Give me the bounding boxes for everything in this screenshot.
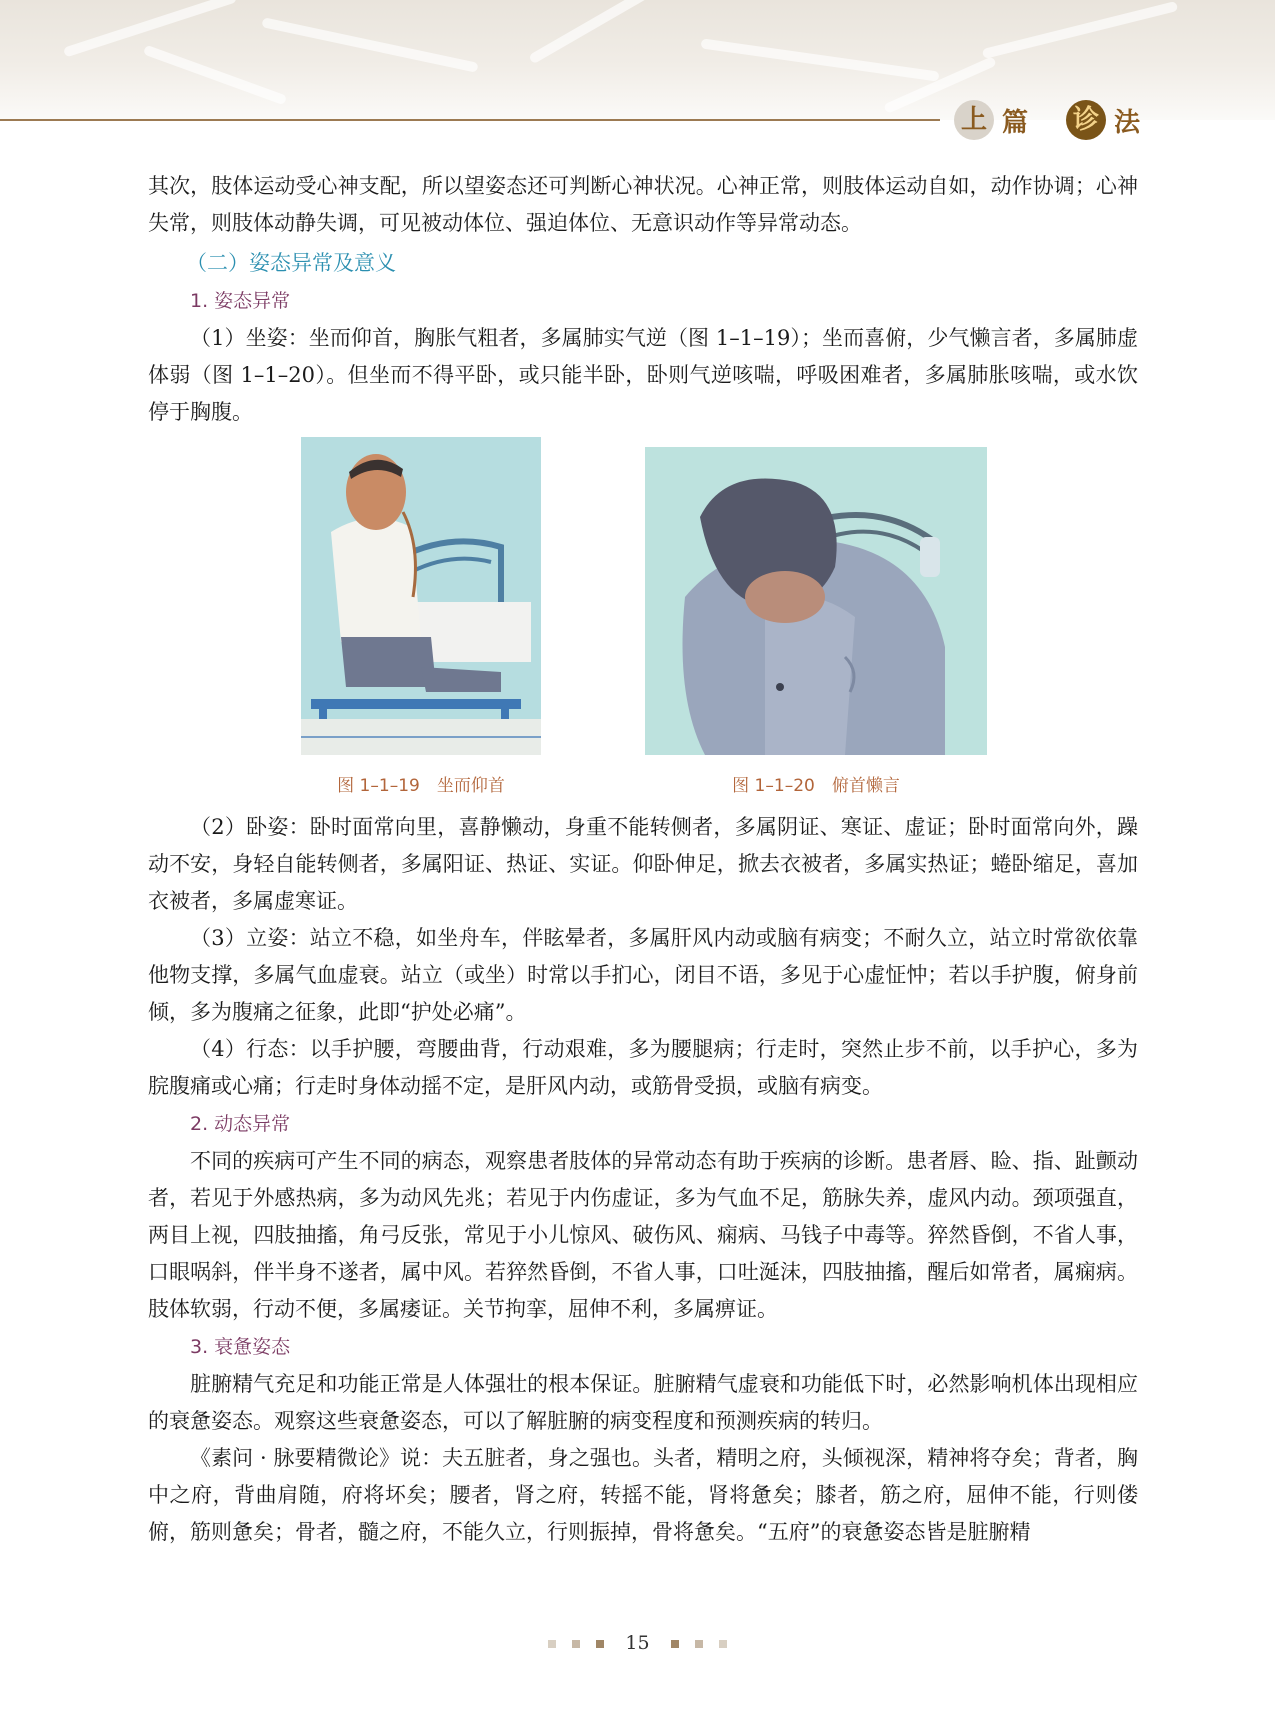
photo-sitting-head-up xyxy=(301,437,541,755)
section-badge-char-2: 法 xyxy=(1113,107,1140,138)
part-badge-char-2: 篇 xyxy=(1001,107,1028,138)
paragraph-standing: （3）立姿：站立不稳，如坐舟车，伴眩晕者，多属肝风内动或脑有病变；不耐久立，站立时常欲依靠他物支撑，多属气血虚衰。站立（或坐）时常以手扪心，闭目不语，多见于心虚怔忡；若以手护腹，俯身前倾，多为腹痛之征象，此即“护处必痛”。 xyxy=(148,926,1138,1024)
section-badge-char-1: 诊 xyxy=(1066,100,1106,140)
subheading-decline-posture: 3. 衰惫姿态 xyxy=(190,1336,291,1358)
page-number: 15 xyxy=(625,1632,650,1654)
figure-1-1-19 xyxy=(301,437,541,796)
paragraph-decline-1: 脏腑精气充足和功能正常是人体强壮的根本保证。脏腑精气虚衰和功能低下时，必然影响机体出现相应的衰惫姿态。观察这些衰惫姿态，可以了解脏腑的病变程度和预测疾病的转归。 xyxy=(148,1372,1138,1433)
section-heading: （二）姿态异常及意义 xyxy=(186,251,396,275)
intro-paragraph: 其次，肢体运动受心神支配，所以望姿态还可判断心神状况。心神正常，则肢体运动自如，动作协调；心神失常，则肢体动静失调，可见被动体位、强迫体位、无意识动作等异常动态。 xyxy=(148,174,1138,235)
figure-1-1-20 xyxy=(645,437,987,796)
page-footer xyxy=(0,1632,1275,1654)
footer-square xyxy=(719,1640,727,1648)
footer-square xyxy=(572,1640,580,1648)
paragraph-lying: （2）卧姿：卧时面常向里，喜静懒动，身重不能转侧者，多属阴证、寒证、虚证；卧时面常向外，躁动不安，身轻自能转侧者，多属阳证、热证、实证。仰卧伸足，掀去衣被者，多属实热证；蜷卧缩足，喜加衣被者，多属虚寒证。 xyxy=(148,815,1138,913)
subheading-motion-abnormal: 2. 动态异常 xyxy=(190,1113,291,1135)
footer-square xyxy=(695,1640,703,1648)
paragraph-motion: 不同的疾病可产生不同的病态，观察患者肢体的异常动态有助于疾病的诊断。患者唇、睑、指、趾颤动者，若见于外感热病，多为动风先兆；若见于内伤虚证，多为气血不足，筋脉失养，虚风内动。颈项强直，两目上视，四肢抽搐，角弓反张，常见于小儿惊风、破伤风、痫病、马钱子中毒等。猝然昏倒，不省人事，口眼㖞斜，伴半身不遂者，属中风。若猝然昏倒，不省人事，口吐涎沫，四肢抽搐，醒后如常者，属痫病。肢体软弱，行动不便，多属痿证。关节拘挛，屈伸不利，多属痹证。 xyxy=(148,1149,1138,1321)
subheading-posture-abnormal: 1. 姿态异常 xyxy=(190,290,291,312)
paragraph-decline-2: 《素问 · 脉要精微论》说：夫五脏者，身之强也。头者，精明之府，头倾视深，精神将夺矣；背者，胸中之府，背曲肩随，府将坏矣；腰者，肾之府，转摇不能，肾将惫矣；膝者，筋之府，屈伸不能，行则偻俯，筋则惫矣；骨者，髓之府，不能久立，行则振掉，骨将惫矣。“五府”的衰惫姿态皆是脏腑精 xyxy=(148,1446,1138,1544)
footer-square xyxy=(596,1640,604,1648)
paragraph-sitting: （1）坐姿：坐而仰首，胸胀气粗者，多属肺实气逆（图 1–1–19）；坐而喜俯，少气懒言者，多属肺虚体弱（图 1–1–20）。但坐而不得平卧，或只能半卧，卧则气逆咳喘，呼吸困难者，多属肺胀咳喘，或水饮停于胸腹。 xyxy=(148,326,1138,424)
figure-caption-2: 图 1–1–20 俯首懒言 xyxy=(732,776,900,796)
paragraph-walking: （4）行态：以手护腰，弯腰曲背，行动艰难，多为腰腿病；行走时，突然止步不前，以手护心，多为脘腹痛或心痛；行走时身体动摇不定，是肝风内动，或筋骨受损，或脑有病变。 xyxy=(148,1037,1138,1098)
footer-square xyxy=(548,1640,556,1648)
photo-head-bowed xyxy=(645,447,987,755)
figure-row xyxy=(148,437,1138,807)
footer-square xyxy=(671,1640,679,1648)
part-badge-char-1: 上 xyxy=(954,100,994,140)
header-rule xyxy=(0,119,940,121)
page-body xyxy=(148,168,1138,1551)
figure-caption-1: 图 1–1–19 坐而仰首 xyxy=(337,776,505,796)
chapter-badge xyxy=(954,100,1140,140)
